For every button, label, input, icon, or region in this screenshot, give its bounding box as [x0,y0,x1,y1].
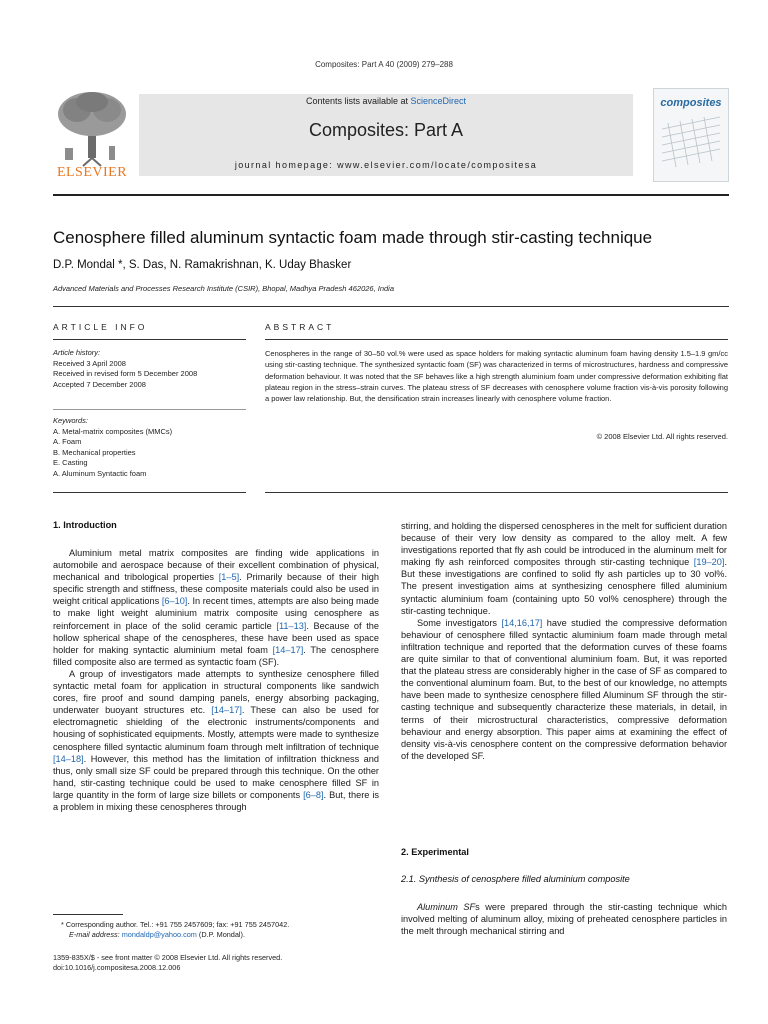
received-date: Received 3 April 2008 [53,358,126,368]
author-list: D.P. Mondal *, S. Das, N. Ramakrishnan, K. Uday Bhasker [53,259,352,271]
journal-title: Composites: Part A [308,120,464,140]
footnote-email-line: E-mail address: mondaldp@yahoo.com (D.P. Mondal). [69,930,245,939]
keywords-block [53,416,246,479]
abstract-bottom-rule [265,492,728,493]
journal-cover-thumbnail[interactable] [653,88,729,182]
citation-link[interactable]: [14–17] [272,644,304,655]
keyword-item: A. Foam [53,437,82,446]
section-heading-introduction: 1. Introduction [53,520,117,530]
article-history [53,348,246,390]
citation-link[interactable]: [6–8] [303,789,324,800]
citation-link[interactable]: [6–10] [161,596,188,607]
keyword-item: E. Casting [53,458,88,467]
sciencedirect-link[interactable]: ScienceDirect [410,96,467,106]
citation-link[interactable]: [1–5] [218,572,240,583]
doi-line[interactable]: doi:10.1016/j.compositesa.2008.12.006 [53,963,181,972]
revised-date: Received in revised form 5 December 2008 [53,369,198,378]
subsection-heading-synthesis: 2.1. Synthesis of cenosphere filled aluminium composite [401,874,630,884]
info-bottom-rule [53,492,246,493]
email-link[interactable]: mondaldp@yahoo.com [121,930,197,939]
accepted-date: Accepted 7 December 2008 [53,379,146,389]
abstract-rule [265,339,728,340]
citation-link[interactable]: [19–20] [693,557,725,568]
copyright-notice: © 2008 Elsevier Ltd. All rights reserved. [596,432,728,441]
title-rule [53,306,729,307]
footnote-rule [53,914,123,915]
cover-title: composites [660,97,722,109]
journal-masthead [53,88,729,183]
section-heading-experimental: 2. Experimental [401,847,469,857]
article-info-heading: ARTICLE INFO [53,322,148,332]
right-column [401,520,727,762]
paper-title: Cenosphere filled aluminum syntactic foam made through stir-casting technique [53,228,653,247]
abstract-heading: ABSTRACT [265,322,335,332]
citation-link[interactable]: [11–13] [276,620,307,631]
info-rule [53,339,246,340]
intro-paragraph-2: A group of investigators made attempts to synthesize cenosphere filled syntactic metal foam for application in structural components like sandwich cores, fire proof and sound damping panels, energy absorbing packaging, underwater buoyant structures etc. [14–17]. These can also be used for electromagnetic shielding of the electronic instruments/components and housing of sophisticated equipments. Mostly, attempts were made to synthesize cenosphere filled syntactic aluminum foam through melt infiltration of technique [14–18]. However, this method has the limitation of infiltration thickness and thus, only small size SF could be prepared through this technique. On the other hand, stir-casting technique could be used to make cenosphere filled SF in large quantity in the form of large size billets or components [6–8]. But, there is a problem in mixing these cenospheres through [53,668,379,812]
publisher-name: ELSEVIER [56,165,128,180]
keyword-item: A. Metal-matrix composites (MMCs) [53,426,173,436]
keyword-item: A. Aluminum Syntactic foam [53,468,147,478]
tree-icon [53,88,131,168]
article-identifiers [53,953,282,973]
experimental-text [401,901,727,937]
contents-prefix: Contents lists available at [305,96,411,106]
synthesis-paragraph: Aluminum SFs were prepared through the stir-casting technique which involved melting of aluminum alloy, mixing of preheated cenosphere particles in the melt through mechanical stirring and [401,902,727,937]
contents-line [139,96,633,106]
cover-pattern-icon [654,89,728,181]
author-affiliation: Advanced Materials and Processes Research Institute (CSIR), Bhopal, Madhya Pradesh 462026, India [53,284,395,293]
history-label: Article history: [53,348,101,357]
footnote-contact: * Corresponding author. Tel.: +91 755 2457609; fax: +91 755 2457042. [61,920,290,929]
intro-paragraph-3: Some investigators [14,16,17] have studied the compressive deformation behaviour of cenosphere filled syntactic aluminium foam made through metal infiltration technique and reported that the deformation curves of these foams are quite similar to that of conventional aluminium foam. But, it was reported that the plateau stress are considerably higher in the case of SF as compared to the conventional aluminum foam. But, to the best of our knowledge, no attempts have been made to synthesize cenosphere filled Aluminum SF through the stir-casting technique and subsequently characterize these materials, in detail, in terms of their microstructural characteristics, compressive deformation behaviour and energy absorption. This paper aims at examining the effect of density vis-à-vis cenosphere content on the compressive deformation behavior of the developed SF. [401,617,728,761]
citation-link[interactable]: [14,16,17] [501,617,543,628]
journal-homepage-link[interactable]: journal homepage: www.elsevier.com/locate/compositesa [234,160,538,170]
intro-paragraph-1: Aluminium metal matrix composites are finding wide applications in automobile and aerospace because of their excellent combination of physical, mechanical and tribological properties [1–5]. Primarily because of their high specific strength and stiffness, these composite materials could also be used in weight critical applications [6–10]. In recent times, attempts are also being made to make light weight aluminium matrix composite using cenosphere as reinforcement in place of the solid ceramic particle [11–13]. Because of the hollow spherical shape of the cenospheres, these have been used as space holder for making syntactic aluminium metal foam [14–17]. The cenosphere filled composite also are termed as syntactic foam (SF). [53,548,379,667]
masthead-rule [53,194,729,196]
citation-link[interactable]: [14–18] [53,753,84,764]
issn-line: 1359-835X/$ - see front matter © 2008 Elsevier Ltd. All rights reserved. [53,953,283,962]
elsevier-tree-logo[interactable] [53,88,131,183]
running-head: Composites: Part A 40 (2009) 279–288 [315,60,453,69]
masthead-banner [139,94,633,176]
corresponding-author-footnote [53,920,387,940]
intro-paragraph-2-continued: stirring, and holding the dispersed cenospheres in the melt for sufficient duration because of their very low density as compared to the alloy melt. A few investigations reported that fly ash could be introduced in the aluminum melt for making fly ash reinforced composites through stir-casting technique [19–20]. But these investigations are confined to solid fly ash particles up to 30 vol%. The present investigation aims at synthesizing cenosphere filled aluminium syntactic aluminium foam (containing upto 50 vol% cenosphere) through the stir-casting technique. [401,521,727,616]
abstract-text: Cenospheres in the range of 30–50 vol.% were used as space holders for making syntactic aluminum foam having density 1.5–1.9 gm/cc using stir-casting technique. The synthesized syntactic foam (SF) was characterized in terms of microstructures, hardness and compressive deformation behaviour. It was noted that the SF behaves like a high strength aluminium foam under compressive deformation exhibiting flat plateau region in the stress–strain curves. The plateau stress of SF decreases with cenosphere volume fraction vis-à-vis porosity following a power law relationship. But, the densification strain increases linearly with cenosphere volume fraction. [265,349,728,404]
left-column [53,547,379,813]
keyword-item: B. Mechanical properties [53,447,136,457]
keywords-label: Keywords: [53,416,89,425]
info-divider [53,409,246,410]
citation-link[interactable]: [14–17] [211,705,242,716]
